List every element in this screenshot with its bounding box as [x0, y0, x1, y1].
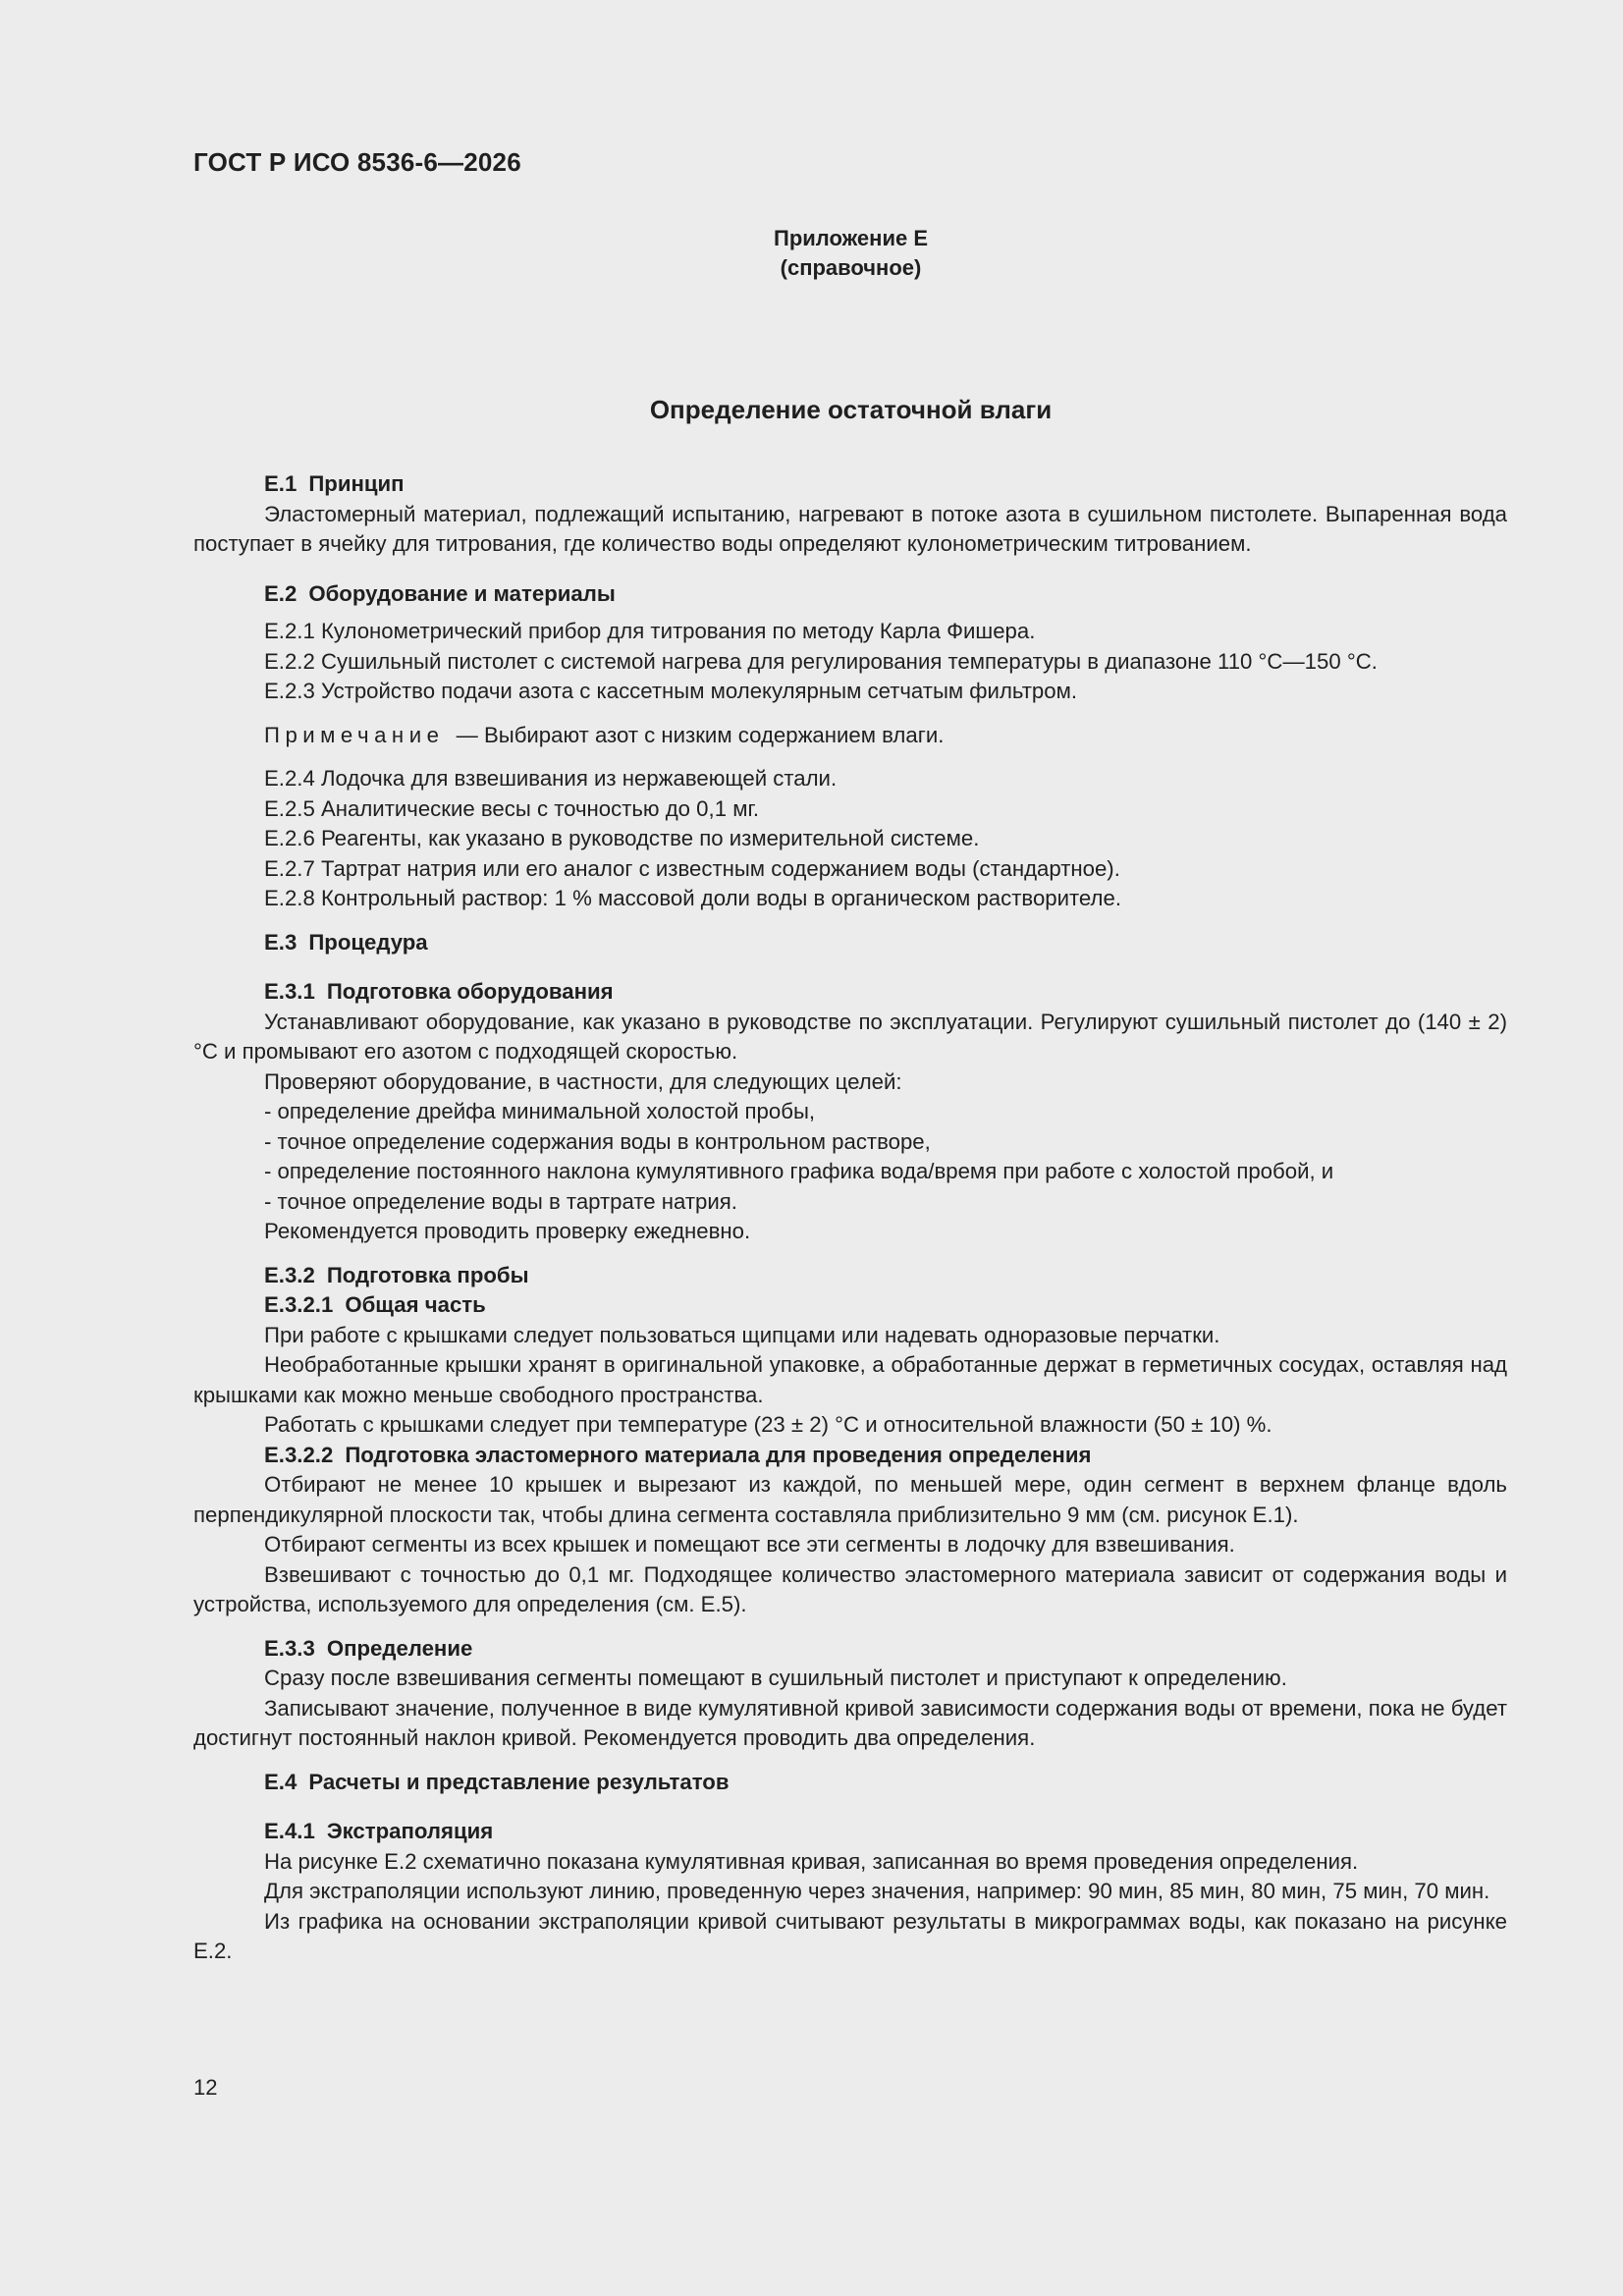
section-number: Е.4 — [264, 1769, 298, 1794]
bullet-item: - определение постоянного наклона кумулятивного графика вода/время при работе с холостой пробой, и — [264, 1159, 1334, 1183]
subsection-heading-e32 — [193, 1261, 1507, 1291]
section-number: Е.4.1 — [264, 1819, 315, 1843]
bullet-item: - определение дрейфа минимальной холостой пробы, — [264, 1099, 816, 1123]
section-title: Подготовка эластомерного материала для проведения определения — [345, 1442, 1092, 1467]
annex-status: (справочное) — [780, 255, 922, 280]
section-number: Е.3 — [264, 929, 298, 955]
paragraph: На рисунке Е.2 схематично показана кумулятивная кривая, записанная во время проведения определения. — [264, 1848, 1359, 1874]
list-item: Е.2.3 Устройство подачи азота с кассетным молекулярным сетчатым фильтром. — [264, 679, 1077, 703]
annex-heading — [0, 224, 1623, 283]
paragraph: При работе с крышками следует пользоваться щипцами или надевать одноразовые перчатки. — [264, 1322, 1220, 1347]
subsection-heading-e31 — [193, 977, 1507, 1008]
paragraph: Сразу после взвешивания сегменты помещают в сушильный пистолет и приступают к определению. — [264, 1666, 1287, 1690]
list-item: Е.2.8 Контрольный раствор: 1 % массовой доли воды в органическом растворителе. — [264, 886, 1121, 910]
paragraph: Отбирают сегменты из всех крышек и помещают все эти сегменты в лодочку для взвешивания. — [264, 1532, 1235, 1557]
section-title: Общая часть — [345, 1292, 486, 1317]
annex-label: Приложение Е — [774, 226, 928, 250]
list-item: Е.2.6 Реагенты, как указано в руководстве по измерительной системе. — [264, 826, 980, 850]
paragraph: Проверяют оборудование, в частности, для следующих целей: — [264, 1068, 902, 1094]
list-item: Е.2.7 Тартрат натрия или его аналог с известным содержанием воды (стандартное). — [264, 855, 1120, 881]
paragraph: Работать с крышками следует при температуре (23 ± 2) °С и относительной влажности (50 ± 10) %. — [264, 1412, 1272, 1437]
subsection-heading-e321 — [193, 1290, 1507, 1321]
section-number: Е.3.2 — [264, 1262, 315, 1287]
subsection-heading-e41 — [193, 1817, 1507, 1847]
section-title: Оборудование и материалы — [308, 580, 616, 606]
paragraph: Для экстраполяции используют линию, проведенную через значения, например: 90 мин, 85 мин, 80 мин, 75 мин, 70 мин. — [264, 1879, 1490, 1903]
section-title: Экстраполяция — [326, 1819, 494, 1843]
section-title: Подготовка оборудования — [326, 979, 614, 1004]
section-heading-e1 — [193, 469, 1507, 500]
section-heading-e4 — [193, 1768, 1507, 1798]
list-item: Е.2.2 Сушильный пистолет с системой нагрева для регулирования температуры в диапазоне 110 °С—150 °С. — [264, 648, 1378, 674]
paragraph: Из графика на основании экстраполяции кривой считывают результаты в микрограммах воды, как показано на рисунке Е.2. — [193, 1908, 1507, 1963]
section-number: Е.2 — [264, 580, 298, 606]
section-title: Принцип — [308, 471, 405, 496]
subsection-heading-e322 — [193, 1441, 1507, 1471]
paragraph: Устанавливают оборудование, как указано в руководстве по эксплуатации. Регулируют сушильный пистолет до (140 ± 2) °С и промывают его азотом с подходящей скоростью. — [193, 1009, 1507, 1064]
note-label: Примечание — [264, 722, 445, 747]
section-heading-e2 — [193, 579, 1507, 610]
section-heading-e3 — [193, 928, 1507, 958]
page-number: 12 — [193, 2075, 218, 2100]
section-number: Е.1 — [264, 471, 298, 496]
section-number: Е.3.2.1 — [264, 1292, 334, 1317]
subsection-heading-e33 — [193, 1634, 1507, 1665]
list-item: Е.2.4 Лодочка для взвешивания из нержавеющей стали. — [264, 766, 838, 791]
paragraph: Записывают значение, полученное в виде кумулятивной кривой зависимости содержания воды от времени, пока не будет достигнут постоянный наклон кривой. Рекомендуется проводить два определения. — [193, 1695, 1507, 1750]
list-item: Е.2.1 Кулонометрический прибор для титрования по методу Карла Фишера. — [264, 619, 1036, 643]
note-text: — Выбирают азот с низким содержанием влаги. — [450, 722, 945, 747]
bullet-item: - точное определение содержания воды в контрольном растворе, — [264, 1128, 931, 1154]
list-item: Е.2.5 Аналитические весы с точностью до 0,1 мг. — [264, 795, 759, 821]
section-title: Процедура — [308, 929, 428, 955]
bullet-item: - точное определение воды в тартрате натрия. — [264, 1188, 737, 1214]
paragraph: Взвешивают с точностью до 0,1 мг. Подходящее количество эластомерного материала зависит от содержания воды и устройства, используемого для определения (см. Е.5). — [193, 1561, 1507, 1616]
section-number: Е.3.2.2 — [264, 1442, 334, 1467]
section-title: Подготовка пробы — [326, 1262, 529, 1287]
section-title: Расчеты и представление результатов — [308, 1769, 730, 1794]
document-code: ГОСТ Р ИСО 8536-6—2026 — [193, 147, 521, 177]
section-number: Е.3.3 — [264, 1635, 315, 1661]
section-title: Определение — [326, 1635, 473, 1661]
paragraph: Эластомерный материал, подлежащий испытанию, нагревают в потоке азота в сушильном пистолете. Выпаренная вода поступает в ячейку для титрования, где количество воды определяют кулонометрическим титрованием. — [193, 501, 1507, 556]
note — [193, 721, 1507, 751]
annex-title: Определение остаточной влаги — [649, 395, 1053, 424]
paragraph: Отбирают не менее 10 крышек и вырезают из каждой, по меньшей мере, один сегмент в верхнем фланце вдоль перпендикулярной плоскости так, чтобы длина сегмента составляла приблизительно 9 мм (см. рисунок Е.1). — [193, 1472, 1507, 1527]
section-number: Е.3.1 — [264, 979, 315, 1004]
paragraph: Необработанные крышки хранят в оригинальной упаковке, а обработанные держат в герметичных сосудах, оставляя над крышками как можно меньше свободного пространства. — [193, 1352, 1507, 1407]
paragraph: Рекомендуется проводить проверку ежедневно. — [264, 1219, 751, 1243]
document-body — [193, 469, 1507, 1967]
